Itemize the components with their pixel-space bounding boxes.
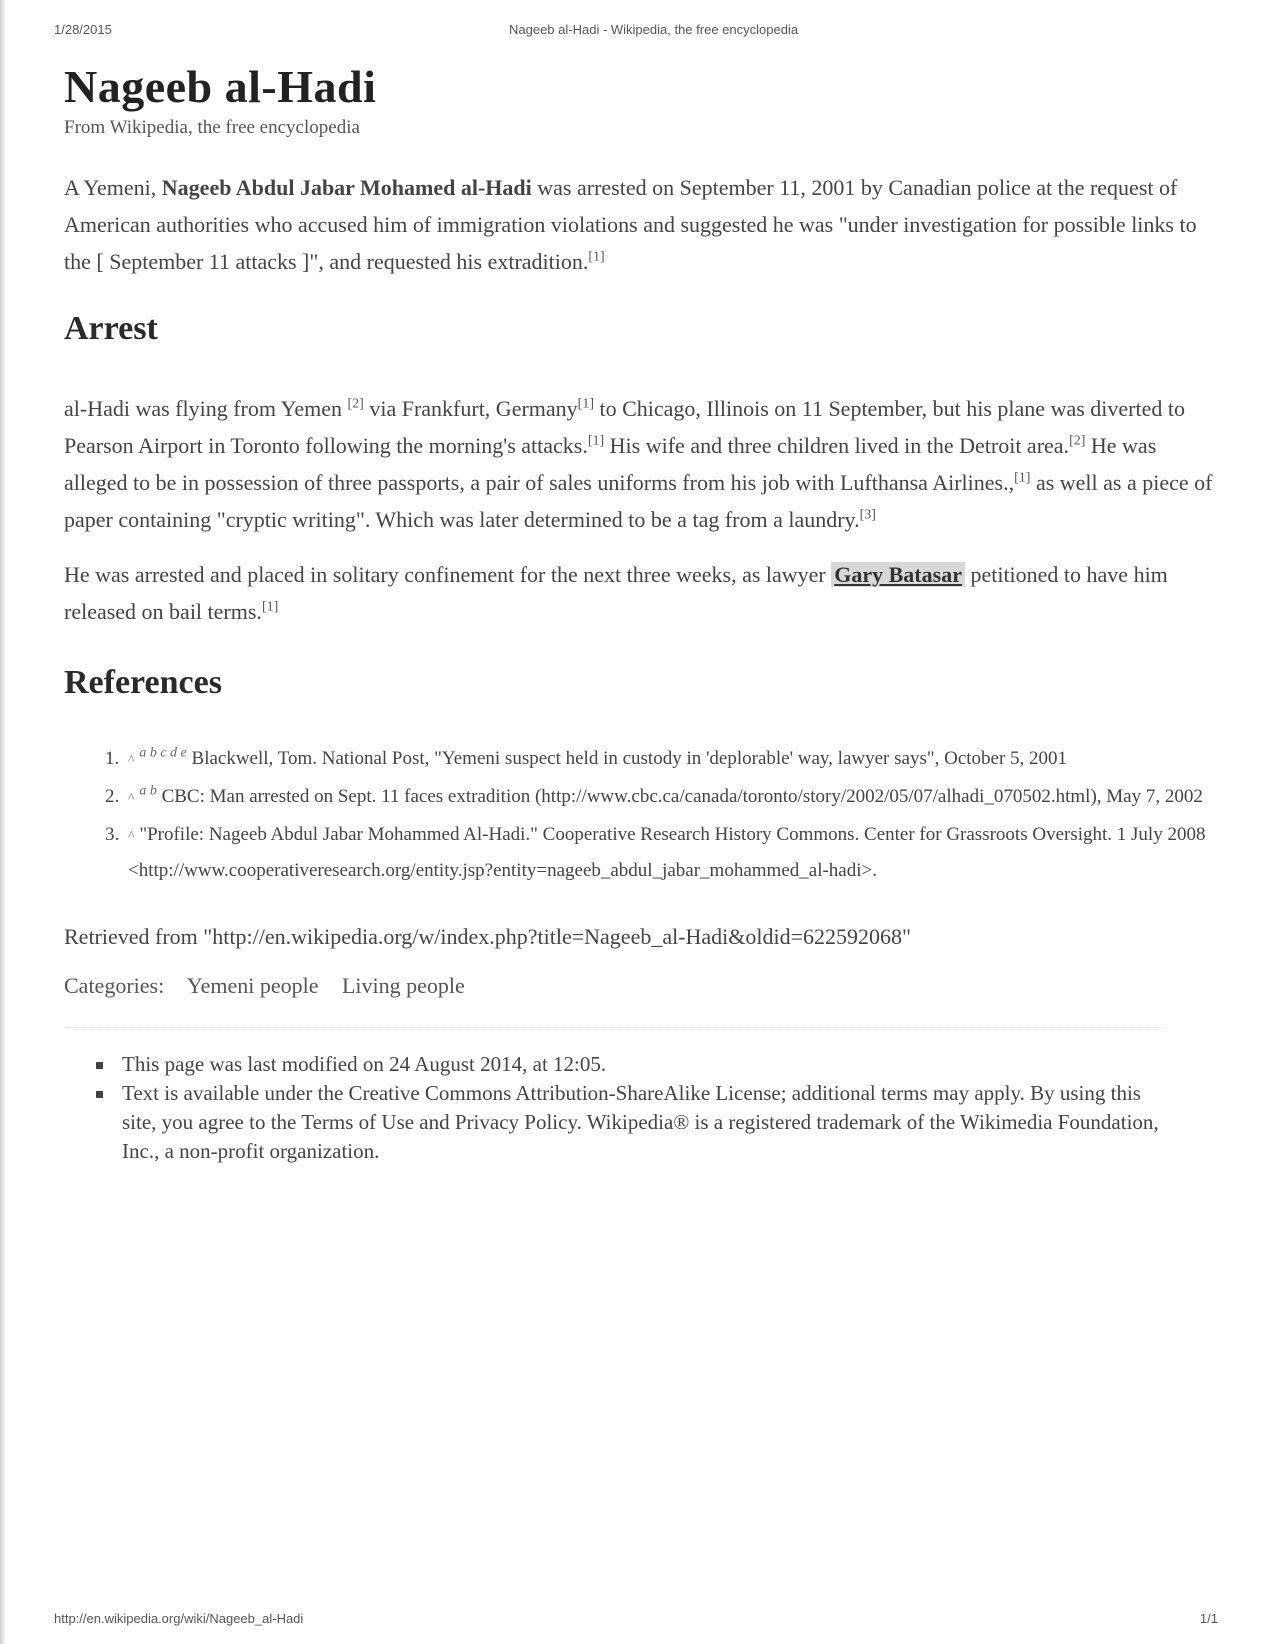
reference-text: Blackwell, Tom. National Post, "Yemeni suspect held in custody in 'deplorable' way, lawyer says", October 5, 2001 [191,748,1068,769]
bullet-icon [96,1062,103,1069]
print-page-title: Nageeb al-Hadi - Wikipedia, the free encyclopedia [509,22,799,37]
arrest-text: al-Hadi was flying from Yemen [64,396,348,421]
reference-list [64,742,1214,888]
divider [64,1027,1164,1028]
footer-item [94,1050,1164,1079]
arrest-text: His wife and three children lived in the Detroit area. [604,433,1070,458]
citation-link[interactable]: [3] [859,507,876,523]
arrest-paragraph-1 [64,390,1214,538]
category-link[interactable]: Yemeni people [186,973,319,998]
footer-text: This page was last modified on 24 August 2014, at 12:05. [122,1052,607,1076]
arrest-text: as well as a piece of paper containing "cryptic writing". Which was later determined to be a tag from a laundry. [64,470,1213,532]
arrest-paragraph-2 [64,556,1214,630]
footer-text: Text is available under the Creative Commons Attribution-ShareAlike License; additional terms may apply. By using this site, you agree to the Terms of Use and Privacy Policy. Wikipedia® is a registered trademark of the Wikimedia Foundation, Inc., a non-profit organization. [122,1081,1159,1163]
intro-text-1: A Yemeni, [64,175,162,200]
print-date: 1/28/2015 [54,22,112,37]
citation-link[interactable]: [2] [1069,433,1086,449]
reference-item [124,742,1214,778]
citation-link[interactable]: [1] [261,599,279,615]
section-heading-arrest: Arrest [64,310,158,347]
footer-list [94,1050,1164,1166]
page-title: Nageeb al-Hadi [64,61,377,112]
arrest-text: to Chicago, Illinois on 11 September, but his plane was diverted to Pearson Airport in Toronto following the morning's attacks. [64,396,1185,458]
arrest-text: He was alleged to be in possession of three passports, a pair of sales uniforms from his job with Lufthansa Airlines., [64,433,1157,495]
categories [64,973,1214,999]
reference-text: CBC: Man arrested on Sept. 11 faces extradition (http://www.cbc.ca/canada/toronto/story/2002/05/07/alhadi_070502.html), May 7, 2002 [161,786,1203,807]
print-url: http://en.wikipedia.org/wiki/Nageeb_al-Hadi [54,1611,304,1626]
backlink-letters[interactable]: a b c d e [139,745,187,761]
page-number: 1/1 [1199,1611,1218,1626]
tagline: From Wikipedia, the free encyclopedia [64,117,360,138]
backlink-letters[interactable]: a b [139,783,157,799]
backlink-caret[interactable]: ^ [128,829,135,844]
citation-link[interactable]: [1] [1014,470,1031,486]
footer-item [94,1079,1164,1166]
article-content [64,52,1214,1166]
reference-item [124,780,1214,816]
citation-link[interactable]: [1] [577,396,594,412]
categories-label: Categories: [64,973,165,998]
backlink-caret[interactable]: ^ [128,791,135,806]
intro-text-2: was arrested on September 11, 2001 by Canadian police at the request of American authorities who accused him of immigration violations and suggested he was "under investigation for possible links to the [ September 11 attacks ]", and requested his extradition. [64,175,1197,274]
reference-text: "Profile: Nageeb Abdul Jabar Mohammed Al-Hadi." Cooperative Research History Commons. Center for Grassroots Oversight. 1 July 2008 <http://www.cooperativeresearch.org/entity.jsp?entity=nageeb_abdul_jabar_mohammed_al-hadi>. [128,824,1206,881]
citation-link[interactable]: [1] [587,433,605,449]
bullet-icon [96,1091,103,1098]
citation-link[interactable]: [1] [588,249,605,265]
category-link[interactable]: Living people [341,973,465,998]
lawyer-name-link[interactable]: Gary Batasar [831,562,965,587]
arrest-text: petitioned to have him released on bail terms. [64,562,1168,624]
reference-item [124,818,1214,888]
backlink-caret[interactable]: ^ [128,753,135,768]
arrest-text: He was arrested and placed in solitary confinement for the next three weeks, as lawyer [64,562,832,587]
arrest-text: via Frankfurt, Germany [363,396,578,421]
intro-bold-name: Nageeb Abdul Jabar Mohamed al-Hadi [161,175,532,200]
intro-paragraph [64,169,1214,280]
retrieved-from: Retrieved from "http://en.wikipedia.org/w/index.php?title=Nageeb_al-Hadi&oldid=622592068" [64,924,912,949]
scan-edge [0,0,6,1644]
citation-link[interactable]: [2] [347,396,364,412]
section-heading-references: References [64,664,222,701]
